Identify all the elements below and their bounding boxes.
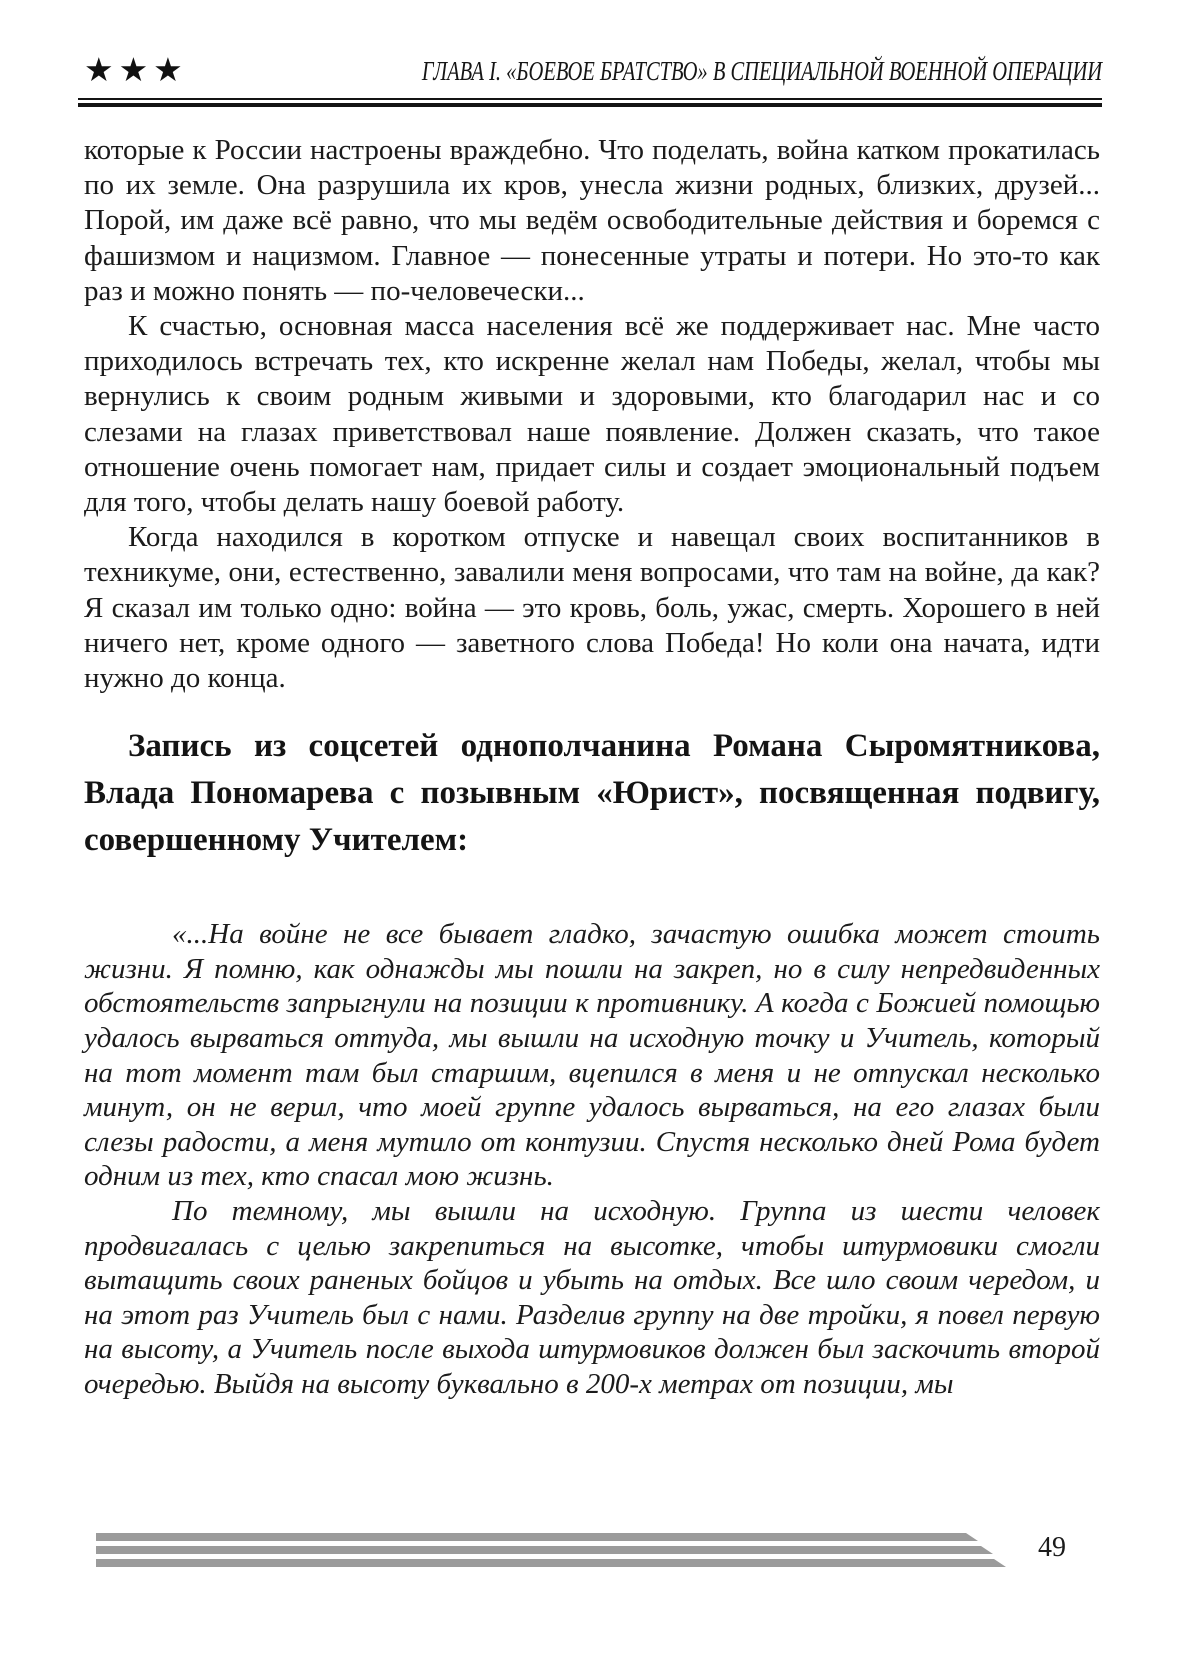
chapter-title: ГЛАВА I. «БОЕВОЕ БРАТСТВО» В СПЕЦИАЛЬНОЙ ВОЕННОЙ ОПЕРАЦИИ — [421, 55, 1102, 86]
footer-stripes-decoration — [96, 1533, 1006, 1572]
body-paragraph: которые к России настроены враждебно. Что поделать, война катком прокатилась по их земле. Она разрушила их кров, унесла жизни родных, близких, друзей... Порой, им даже всё равно, что мы ведём освободительные действия и боремся с фашизмом и нацизмом. Главное — понесенные утраты и потери. Но это-то как раз и можно понять — по-человечески... — [84, 134, 1100, 307]
header-rule — [78, 98, 1102, 107]
three-stars-icon: ★★★ — [84, 52, 188, 89]
footer-stripe — [96, 1546, 993, 1554]
page-number: 49 — [1038, 1532, 1066, 1563]
quote-paragraph: «...На войне не все бывает гладко, зачастую ошибка может стоить жизни. Я помню, как однажды мы пошли на закреп, но в силу непредвиденных обстоятельств запрыгнули на позиции к противнику. А когда с Божией помощью удалось вырваться оттуда, мы вышли на исходную точку и Учитель, который на тот момент там был старшим, вцепился в меня и не отпускал несколько минут, он не верил, что моей группе удалось вырваться, на его глазах были слезы радости, а меня мутило от контузии. Спустя несколько дней Рома будет одним из тех, кто спасал мою жизнь. — [84, 918, 1100, 1193]
body-paragraph: К счастью, основная масса населения всё же поддерживает нас. Мне часто приходилось встречать тех, кто искренне желал нам Победы, желал, чтобы мы вернулись к своим родным живыми и здоровыми, кто благодарил нас и со слезами на глазах приветствовал наше появление. Должен сказать, что такое отношение очень помогает нам, придает силы и создает эмоциональный подъем для того, чтобы делать нашу боевой работу. — [84, 310, 1100, 519]
page-body — [84, 133, 1100, 1402]
quote-paragraph: По темному, мы вышли на исходную. Группа из шести человек продвигалась с целью закрепиться на высотке, чтобы штурмовики смогли вытащить своих раненых бойцов и убыть на отдых. Все шло своим чередом, и на этот раз Учитель был с нами. Разделив группу на две тройки, я повел первую на высоту, а Учитель после выхода штурмовиков должен был заскочить второй очередью. Выйдя на высоту буквально в 200-х метрах от позиции, мы — [84, 1195, 1100, 1400]
footer-stripe — [96, 1559, 1006, 1567]
footer-stripe — [96, 1533, 978, 1541]
body-paragraph: Когда находился в коротком отпуске и навещал своих воспитанников в техникуме, они, естественно, завалили меня вопросами, что там на войне, да как? Я сказал им только одно: война — это кровь, боль, ужас, смерть. Хорошего в ней ничего нет, кроме одного — заветного слова Победа! Но коли она начата, идти нужно до конца. — [84, 521, 1100, 695]
running-head — [84, 50, 1102, 92]
section-subheading: Запись из соцсетей однополчанина Романа Сыромятникова, Влада Пономарева с позывным «Юрист», посвященная подвигу, совершенному Учителем: — [84, 728, 1100, 859]
